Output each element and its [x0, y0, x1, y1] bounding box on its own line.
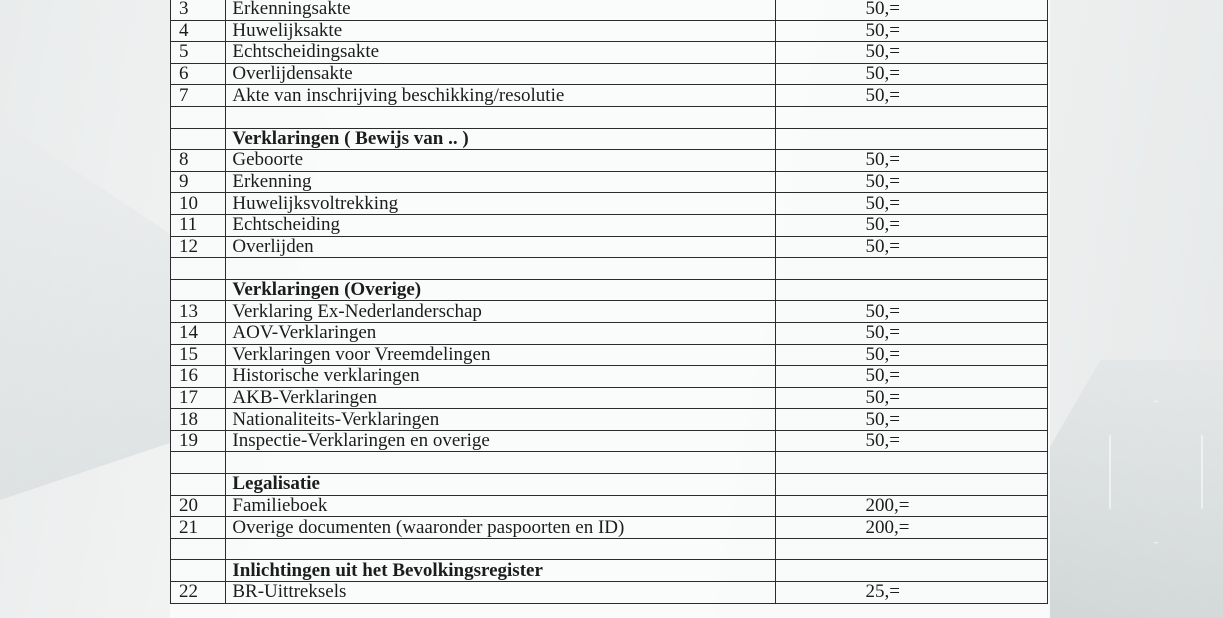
row-number: 20: [171, 495, 226, 517]
table-row: [171, 20, 1048, 42]
row-number: 7: [171, 85, 226, 107]
row-price: [775, 128, 1047, 150]
row-number: [171, 279, 226, 301]
table-row: [171, 42, 1048, 64]
table-row: [171, 301, 1048, 323]
row-number: 11: [171, 214, 226, 236]
table-row: [171, 171, 1048, 193]
row-number: [171, 258, 226, 280]
row-price: 25,=: [775, 582, 1047, 604]
row-price: 50,=: [775, 322, 1047, 344]
row-price: 50,=: [775, 387, 1047, 409]
row-description: [226, 106, 775, 128]
section-header-row: [171, 279, 1048, 301]
row-description: [226, 258, 775, 280]
table-row: [171, 495, 1048, 517]
row-description: AOV-Verklaringen: [226, 322, 775, 344]
row-price: [775, 106, 1047, 128]
row-description: Erkenningsakte: [226, 0, 775, 20]
row-price: 50,=: [775, 20, 1047, 42]
row-price: [775, 452, 1047, 474]
table-row: [171, 366, 1048, 388]
row-description: Overlijden: [226, 236, 775, 258]
row-price: 200,=: [775, 517, 1047, 539]
table-row: [171, 430, 1048, 452]
row-number: 17: [171, 387, 226, 409]
row-price: 200,=: [775, 495, 1047, 517]
row-description: Echtscheiding: [226, 214, 775, 236]
table-row: [171, 322, 1048, 344]
row-price: 50,=: [775, 344, 1047, 366]
row-description: Overlijdensakte: [226, 63, 775, 85]
row-number: 9: [171, 171, 226, 193]
row-description: Geboorte: [226, 150, 775, 172]
blank-row: [171, 106, 1048, 128]
row-price: 50,=: [775, 150, 1047, 172]
row-price: 50,=: [775, 430, 1047, 452]
row-price: 50,=: [775, 301, 1047, 323]
row-number: [171, 106, 226, 128]
row-price: 50,=: [775, 409, 1047, 431]
row-description: Huwelijksakte: [226, 20, 775, 42]
row-number: 4: [171, 20, 226, 42]
row-number: 14: [171, 322, 226, 344]
table-row: [171, 387, 1048, 409]
table-row: [171, 193, 1048, 215]
row-description: BR-Uittreksels: [226, 582, 775, 604]
fee-table: [170, 0, 1048, 604]
row-price: 50,=: [775, 214, 1047, 236]
row-price: [775, 538, 1047, 560]
row-number: 6: [171, 63, 226, 85]
row-description: Inspectie-Verklaringen en overige: [226, 430, 775, 452]
row-description: Echtscheidingsakte: [226, 42, 775, 64]
table-row: [171, 582, 1048, 604]
row-price: [775, 560, 1047, 582]
row-price: 50,=: [775, 0, 1047, 20]
row-description: Nationaliteits-Verklaringen: [226, 409, 775, 431]
row-number: 5: [171, 42, 226, 64]
table-row: [171, 409, 1048, 431]
table-row: [171, 344, 1048, 366]
row-number: [171, 474, 226, 496]
row-number: 21: [171, 517, 226, 539]
background-shape-right: [1048, 360, 1223, 618]
background-shape-left: [0, 120, 170, 500]
blank-row: [171, 258, 1048, 280]
row-description: Historische verklaringen: [226, 366, 775, 388]
row-description: Verklaringen voor Vreemdelingen: [226, 344, 775, 366]
row-description: Verklaringen (Overige): [226, 279, 775, 301]
row-description: Inlichtingen uit het Bevolkingsregister: [226, 560, 775, 582]
fee-table-body: [171, 0, 1048, 603]
row-number: 10: [171, 193, 226, 215]
table-row: [171, 150, 1048, 172]
row-number: 12: [171, 236, 226, 258]
row-number: 16: [171, 366, 226, 388]
row-price: [775, 258, 1047, 280]
section-header-row: [171, 474, 1048, 496]
row-number: [171, 560, 226, 582]
row-price: 50,=: [775, 193, 1047, 215]
row-price: 50,=: [775, 85, 1047, 107]
table-row: [171, 214, 1048, 236]
row-description: Akte van inschrijving beschikking/resolutie: [226, 85, 775, 107]
row-description: [226, 538, 775, 560]
row-description: Familieboek: [226, 495, 775, 517]
table-row: [171, 517, 1048, 539]
row-description: Erkenning: [226, 171, 775, 193]
row-description: Overige documenten (waaronder paspoorten en ID): [226, 517, 775, 539]
row-price: 50,=: [775, 236, 1047, 258]
row-price: 50,=: [775, 366, 1047, 388]
row-price: [775, 474, 1047, 496]
table-row: [171, 63, 1048, 85]
row-number: 22: [171, 582, 226, 604]
table-row: [171, 85, 1048, 107]
row-description: [226, 452, 775, 474]
row-description: AKB-Verklaringen: [226, 387, 775, 409]
row-number: [171, 538, 226, 560]
row-number: 15: [171, 344, 226, 366]
row-price: 50,=: [775, 42, 1047, 64]
blank-row: [171, 452, 1048, 474]
row-price: [775, 279, 1047, 301]
row-number: [171, 452, 226, 474]
row-number: [171, 128, 226, 150]
row-description: Verklaring Ex-Nederlanderschap: [226, 301, 775, 323]
row-number: 19: [171, 430, 226, 452]
row-number: 3: [171, 0, 226, 20]
row-price: 50,=: [775, 63, 1047, 85]
row-number: 8: [171, 150, 226, 172]
table-row: [171, 236, 1048, 258]
table-row: [171, 0, 1048, 20]
row-description: Huwelijksvoltrekking: [226, 193, 775, 215]
row-description: Verklaringen ( Bewijs van .. ): [226, 128, 775, 150]
row-number: 13: [171, 301, 226, 323]
section-header-row: [171, 128, 1048, 150]
background-hexagon-outline: [1109, 400, 1203, 544]
row-price: 50,=: [775, 171, 1047, 193]
section-header-row: [171, 560, 1048, 582]
row-number: 18: [171, 409, 226, 431]
row-description: Legalisatie: [226, 474, 775, 496]
blank-row: [171, 538, 1048, 560]
